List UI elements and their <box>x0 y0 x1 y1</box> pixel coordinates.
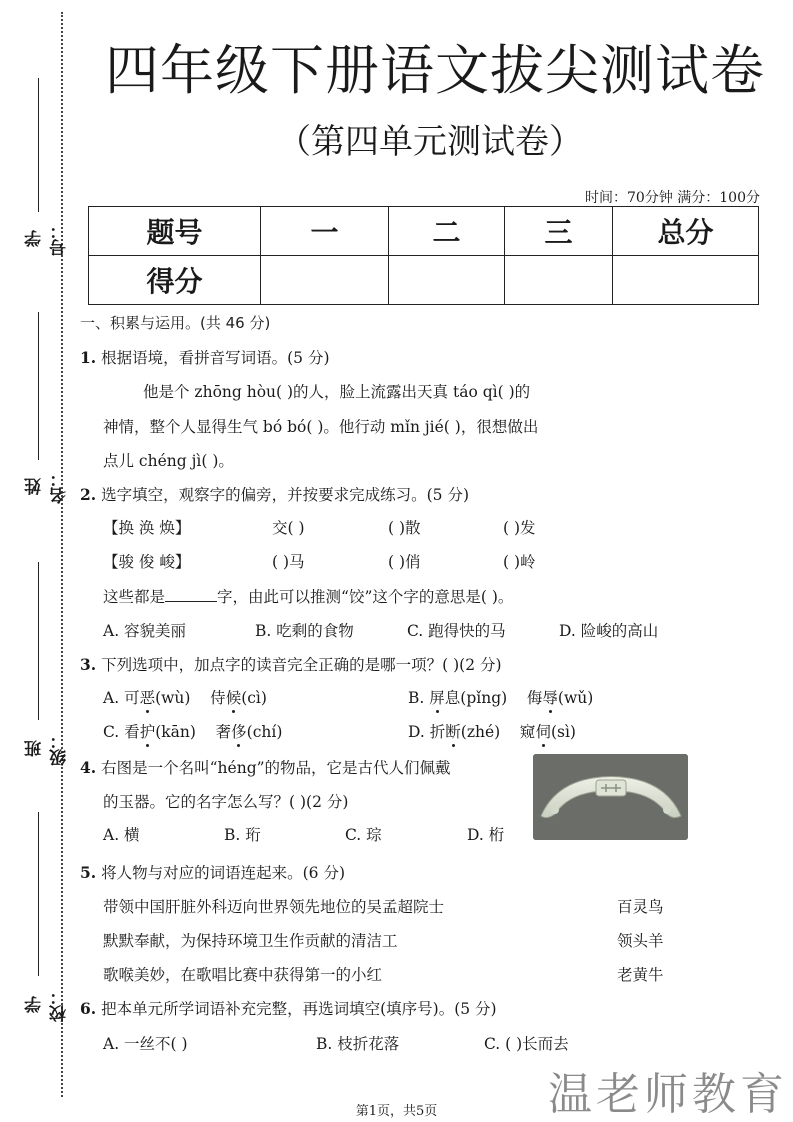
question-2-item-1-3: ( )发 <box>503 519 536 537</box>
question-2-item-1-1: 交( ) <box>272 519 305 537</box>
dotted-char: 屏 <box>429 686 445 708</box>
question-1-line-1: 他是个 zhōng hòu( )的人，脸上流露出天真 táo qì( )的 <box>143 383 531 401</box>
score-row-label: 得分 <box>89 256 261 305</box>
score-header-2: 二 <box>389 207 505 256</box>
score-cell-3[interactable] <box>505 256 613 305</box>
option-char: 侍 <box>210 689 226 707</box>
question-2 <box>80 483 469 505</box>
question-4-option-a[interactable]: A. 横 <box>103 826 140 844</box>
question-5 <box>80 861 345 883</box>
student-id-rule[interactable] <box>38 78 39 212</box>
question-2-line-3-start: 这些都是 <box>103 588 166 606</box>
option-pinyin: (kān) <box>155 723 196 741</box>
question-5-number: 5. <box>80 863 97 882</box>
watermark-text: 温老师教育 <box>548 1069 788 1120</box>
option-char: 看 <box>124 723 140 741</box>
dotted-char: 伺 <box>535 720 551 742</box>
dotted-char: 断 <box>445 720 461 742</box>
question-3-option-c[interactable] <box>103 720 282 742</box>
option-pinyin: (chí) <box>246 723 283 741</box>
dotted-char: 恶 <box>140 686 156 708</box>
school-label: 学校： <box>25 988 70 1022</box>
score-cell-total[interactable] <box>613 256 759 305</box>
option-char: 折 <box>429 723 446 741</box>
class-label: 班级： <box>25 732 70 766</box>
name-rule[interactable] <box>38 312 39 460</box>
match-left-item-2[interactable]: 默默奉献，为保持环境卫生作贡献的清洁工 <box>103 932 398 950</box>
exam-title: 四年级下册语文拔尖测试卷 <box>105 39 765 102</box>
option-char: 奢 <box>215 723 232 741</box>
school-rule[interactable] <box>38 812 39 976</box>
question-1-number: 1. <box>80 348 97 367</box>
student-id-label: 学号： <box>25 222 70 256</box>
question-4-option-b[interactable]: B. 珩 <box>224 826 261 844</box>
question-4-line-2: 的玉器。它的名字怎么写？( )(2 分) <box>103 793 349 811</box>
question-2-item-2-1: ( )马 <box>272 553 305 571</box>
match-left-item-1[interactable]: 带领中国肝脏外科迈向世界领先地位的吴孟超院士 <box>103 898 445 916</box>
question-6-number: 6. <box>80 999 97 1018</box>
option-char: 侮 <box>526 689 543 707</box>
time-score-info: 时间：70分钟 满分：100分 <box>585 190 760 206</box>
question-4-number: 4. <box>80 758 97 777</box>
question-3 <box>80 653 502 675</box>
jade-heng-icon <box>533 754 688 840</box>
option-label: A. <box>103 689 120 707</box>
question-6-option-a[interactable]: A. 一丝不( ) <box>103 1035 188 1053</box>
match-right-item-2[interactable]: 领头羊 <box>617 932 664 950</box>
option-label: D. <box>408 723 425 741</box>
page-number: 第1页，共5页 <box>355 1104 438 1119</box>
score-table <box>88 206 759 305</box>
name-label: 姓名： <box>25 470 70 504</box>
question-1-text: 根据语境，看拼音写词语。(5 分) <box>101 349 330 367</box>
question-2-item-2-3: ( )岭 <box>503 553 536 571</box>
jade-pendant-image <box>533 754 688 840</box>
score-header-total: 总分 <box>613 207 759 256</box>
dotted-char: 辱 <box>542 686 558 708</box>
option-char: 窥 <box>519 723 536 741</box>
exam-subtitle: （第四单元测试卷） <box>277 122 583 162</box>
question-3-number: 3. <box>80 655 97 674</box>
question-2-item-1-2: ( )散 <box>388 519 421 537</box>
dotted-char: 候 <box>226 686 242 708</box>
question-6-text: 把本单元所学词语补充完整，再选词填空(填序号)。(5 分) <box>101 1000 497 1018</box>
question-2-text: 选字填空，观察字的偏旁，并按要求完成练习。(5 分) <box>101 486 470 504</box>
score-header-label: 题号 <box>89 207 261 256</box>
dotted-char: 护 <box>140 720 156 742</box>
question-1-line-2: 神情，整个人显得生气 bó bó( )。他行动 mǐn jié( )，很想做出 <box>103 418 539 436</box>
score-header-1: 一 <box>261 207 389 256</box>
question-6 <box>80 997 497 1019</box>
option-pinyin: (cì) <box>241 689 267 707</box>
dotted-char: 侈 <box>231 720 247 742</box>
option-pinyin: (zhé) <box>460 723 501 741</box>
binding-dotted-line <box>61 12 63 1097</box>
option-pinyin: (wù) <box>155 689 191 707</box>
question-2-option-d[interactable]: D. 险峻的高山 <box>559 622 659 640</box>
question-2-item-2-2: ( )俏 <box>388 553 421 571</box>
option-char: 可 <box>124 689 140 707</box>
question-4-option-c[interactable]: C. 琮 <box>345 826 382 844</box>
match-left-item-3[interactable]: 歌喉美妙，在歌唱比赛中获得第一的小红 <box>103 966 383 984</box>
question-3-option-b[interactable] <box>408 686 593 708</box>
match-right-item-1[interactable]: 百灵鸟 <box>617 898 664 916</box>
question-1 <box>80 346 330 368</box>
class-rule[interactable] <box>38 562 39 720</box>
option-pinyin: 息(pǐng) <box>444 689 508 707</box>
question-2-option-b[interactable]: B. 吃剩的食物 <box>255 622 354 640</box>
question-2-option-c[interactable]: C. 跑得快的马 <box>407 622 506 640</box>
score-cell-2[interactable] <box>389 256 505 305</box>
question-2-chars-row-2: 【骏 俊 峻】 <box>103 553 191 571</box>
question-4 <box>80 756 451 778</box>
question-1-line-3: 点儿 chéng jì( )。 <box>103 452 234 470</box>
question-6-option-c[interactable]: C. ( )长而去 <box>484 1035 569 1053</box>
question-4-option-d[interactable]: D. 桁 <box>467 826 505 844</box>
question-2-line-3 <box>103 585 513 607</box>
question-2-blank[interactable] <box>165 587 217 602</box>
question-3-text: 下列选项中，加点字的读音完全正确的是哪一项？( )(2 分) <box>101 656 502 674</box>
question-4-text: 右图是一个名叫“héng”的物品，它是古代人们佩戴 <box>101 759 451 777</box>
question-3-option-a[interactable] <box>103 686 267 708</box>
option-label: B. <box>408 689 425 707</box>
question-2-chars-row-1: 【换 涣 焕】 <box>103 519 191 537</box>
score-cell-1[interactable] <box>261 256 389 305</box>
question-5-text: 将人物与对应的词语连起来。(6 分) <box>101 864 346 882</box>
match-right-item-3[interactable]: 老黄牛 <box>617 966 664 984</box>
question-6-option-b[interactable]: B. 枝折花落 <box>316 1035 400 1053</box>
question-2-line-3-end: 字，由此可以推测“饺”这个字的意思是( )。 <box>217 588 514 606</box>
section-1-heading: 一、积累与运用。(共 46 分) <box>80 314 271 332</box>
question-2-option-a[interactable]: A. 容貌美丽 <box>103 622 187 640</box>
score-header-3: 三 <box>505 207 613 256</box>
question-3-option-d[interactable] <box>408 720 576 742</box>
question-2-number: 2. <box>80 485 97 504</box>
option-pinyin: (wǔ) <box>557 689 594 707</box>
option-pinyin: (sì) <box>550 723 576 741</box>
option-label: C. <box>103 723 120 741</box>
